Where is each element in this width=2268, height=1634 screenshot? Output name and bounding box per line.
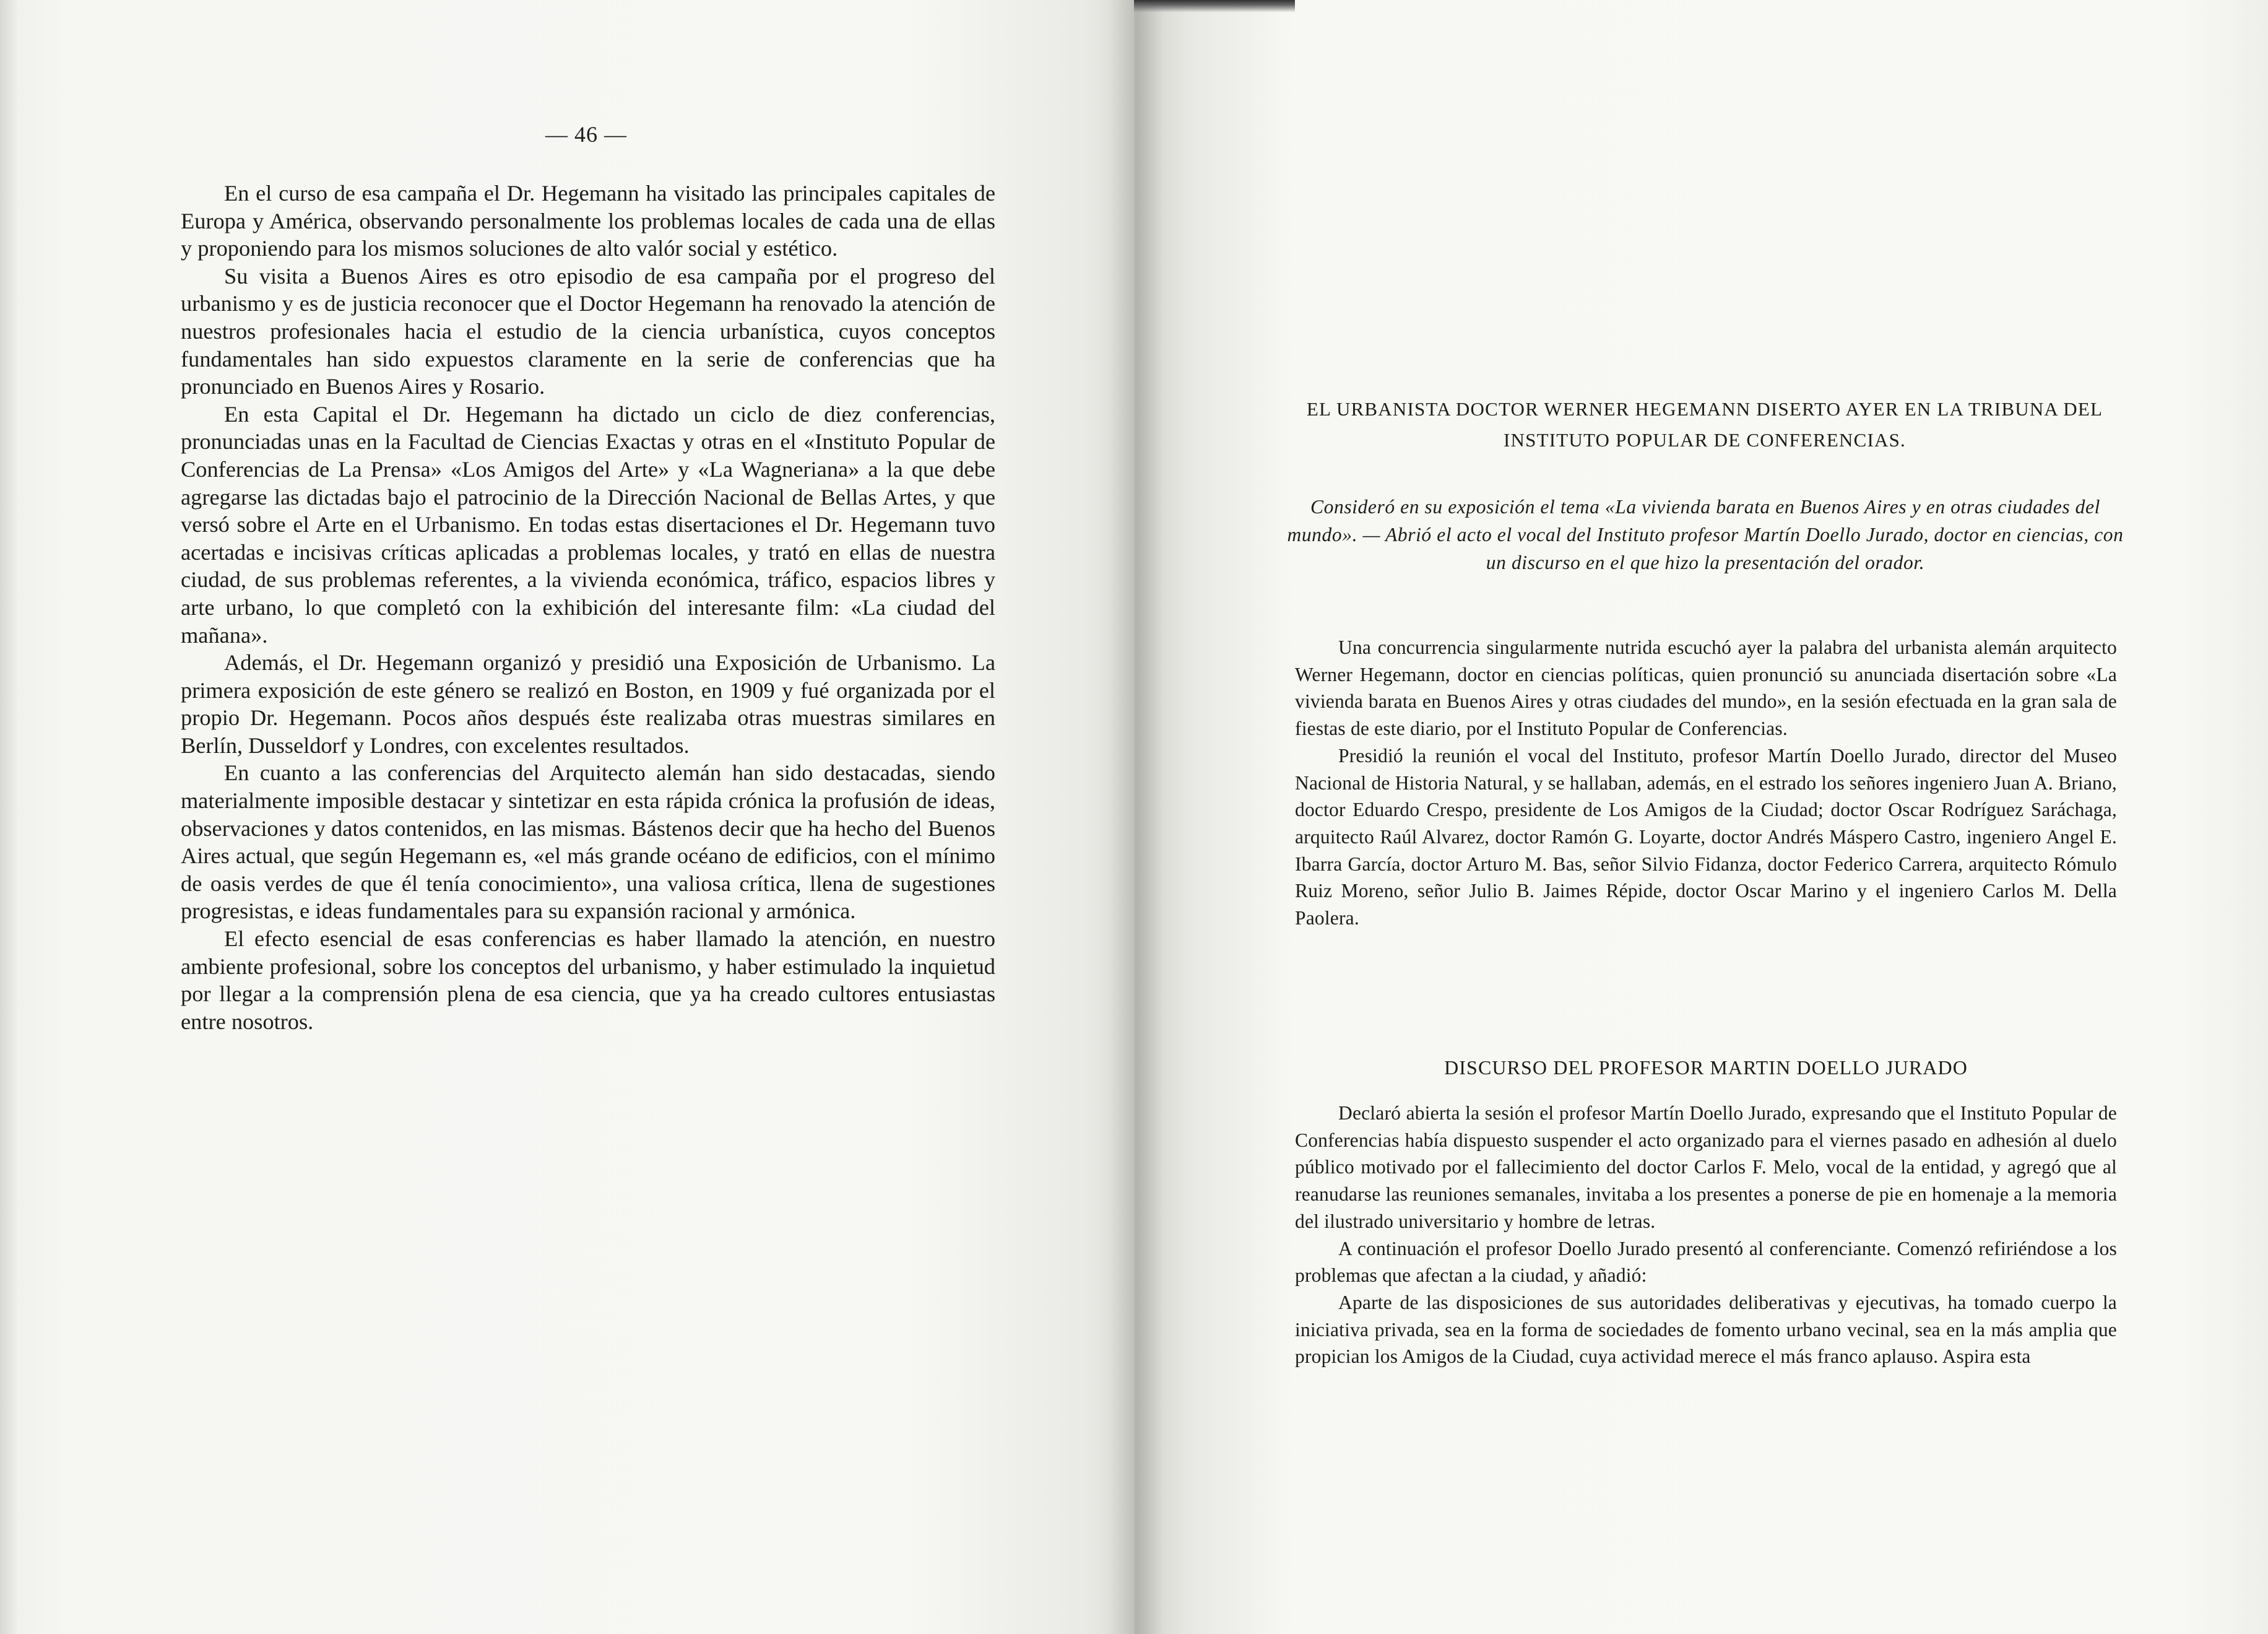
book-gutter — [1108, 0, 1164, 1634]
paragraph: El efecto esencial de esas conferencias es haber llamado la atención, en nuestro ambiente profesional, sobre los conceptos del urbanismo, y haber estimulado la inquietud por llegar a la comprensión plena de esa ciencia, que ya ha creado cultores entusiastas entre nosotros. — [181, 926, 995, 1034]
paragraph: Su visita a Buenos Aires es otro episodio de esa campaña por el progreso del urbanismo y es de justicia reconocer que el Doctor Hegemann ha renovado la atención de nuestros profesionales hacia el estudio de la ciencia urbanística, cuyos conceptos fundamentales han sido expuestos claramente en la serie de conferencias que ha pronunciado en Buenos Aires y Rosario. — [181, 263, 995, 399]
section-title: DISCURSO DEL PROFESOR MARTIN DOELLO JURADO — [1444, 1056, 1968, 1079]
paragraph: En el curso de esa campaña el Dr. Hegemann ha visitado las principales capitales de Europa y América, observando personalmente los problemas locales de cada una de ellas y proponiendo para los mismos soluciones de alto valór social y estético. — [181, 181, 995, 261]
paragraph: Una concurrencia singularmente nutrida escuchó ayer la palabra del urbanista alemán arquitecto Werner Hegemann, doctor en ciencias políticas, quien pronunció su anunciada disertación sobre «La vivienda barata en Buenos Aires y otras ciudades del mundo», en la sesión efectuada en la gran sala de fiestas de este diario, por el Instituto Popular de Conferencias. — [1295, 637, 2117, 740]
article-subheadline: Consideró en su exposición el tema «La vivienda barata en Buenos Aires y en otras ciudades del mundo». — Abrió el acto el vocal del Instituto profesor Martín Doello Jurado, doctor en ciencias, con un discurso en el que hizo la presentación del orador. — [1287, 496, 2124, 573]
left-page-body — [181, 180, 995, 1035]
paragraph: A continuación el profesor Doello Jurado presentó al conferenciante. Comenzó refiriéndose a los problemas que afectan a la ciudad, y añadió: — [1295, 1237, 2117, 1287]
paragraph: En cuanto a las conferencias del Arquitecto alemán han sido destacadas, siendo materialmente imposible destacar y sintetizar en esta rápida crónica la profusión de ideas, observaciones y datos contenidos, en las mismas. Bástenos decir que ha hecho del Buenos Aires actual, que según Hegemann es, «el más grande océano de edificios, con el mínimo de oasis verdes de que él tenía conocimiento», una valiosa crítica, llena de sugestiones progresistas, e ideas fundamentales para su expansión racional y armónica. — [181, 760, 995, 924]
binding-edge — [1134, 0, 1295, 12]
page-edge-shadow — [0, 0, 19, 1634]
article-intro — [1295, 634, 2117, 932]
paragraph: Declaró abierta la sesión el profesor Martín Doello Jurado, expresando que el Instituto Popular de Conferencias había dispuesto suspender el acto organizado para el viernes pasado en adhesión al duelo público motivado por el fallecimiento del doctor Carlos F. Melo, vocal de la entidad, y agregó que al reanudarse las reuniones semanales, invitaba a los presentes a ponerse de pie en homenaje a la memoria del ilustrado universitario y hombre de letras. — [1295, 1102, 2118, 1232]
paragraph: Además, el Dr. Hegemann organizó y presidió una Exposición de Urbanismo. La primera exposición de este género se realizó en Boston, en 1909 y fué organizada por el propio Dr. Hegemann. Pocos años después éste realizaba otras muestras similares en Berlín, Dusseldorf y Londres, con excelentes resultados. — [181, 650, 995, 758]
paragraph: En esta Capital el Dr. Hegemann ha dictado un ciclo de diez conferencias, pronunciadas unas en la Facultad de Ciencias Exactas y otras en el «Instituto Popular de Conferencias de La Prensa» «Los Amigos del Arte» y «La Wagneriana» a la que debe agregarse las dictadas bajo el patrocinio de la Dirección Nacional de Bellas Artes, y que versó sobre el Arte en el Urbanismo. En todas estas disertaciones el Dr. Hegemann tuvo acertadas e incisivas críticas aplicadas a problemas locales, y trató en ellas de nuestra ciudad, de sus problemas referentes, a la vivienda económica, tráfico, espacios libres y arte urbano, lo que completó con la exhibición del interesante film: «La ciudad del mañana». — [181, 401, 995, 648]
paragraph: Presidió la reunión el vocal del Instituto, profesor Martín Doello Jurado, director del Museo Nacional de Historia Natural, y se hallaban, además, en el estrado los señores ingeniero Juan A. Briano, doctor Eduardo Crespo, presidente de Los Amigos de la Ciudad; doctor Oscar Rodríguez Saráchaga, arquitecto Raúl Alvarez, doctor Ramón G. Loyarte, doctor Andrés Máspero Castro, ingeniero Angel E. Ibarra García, doctor Arturo M. Bas, señor Silvio Fidanza, doctor Federico Carrera, arquitecto Rómulo Ruiz Moreno, señor Julio B. Jaimes Répide, doctor Oscar Marino y el ingeniero Carlos M. Della Paolera. — [1295, 744, 2117, 929]
paragraph: Aparte de las disposiciones de sus autoridades deliberativas y ejecutivas, ha tomado cuerpo la iniciativa privada, sea en la forma de sociedades de fomento urbano vecinal, sea en la más amplia que propician los Amigos de la Ciudad, cuya actividad merece el más franco aplauso. Aspira esta — [1295, 1291, 2117, 1368]
section-body — [1295, 1100, 2117, 1370]
page-number: — 46 — — [545, 122, 627, 147]
article-headline: EL URBANISTA DOCTOR WERNER HEGEMANN DISERTO AYER EN LA TRIBUNA DEL INSTITUTO POPULAR DE CONFERENCIAS. — [1306, 398, 2103, 451]
